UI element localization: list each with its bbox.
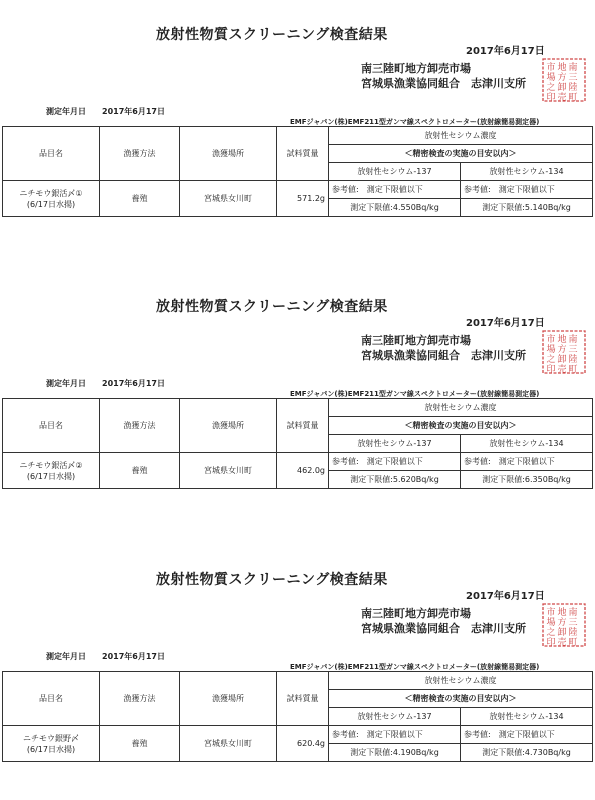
header-cs134: 放射性セシウム-134 — [461, 163, 593, 181]
report-section — [0, 0, 595, 240]
seal-glyph: 方 — [557, 345, 567, 355]
seal-glyph: 之 — [546, 628, 556, 638]
header-location: 漁獲場所 — [180, 127, 277, 181]
cell-mass: 620.4g — [277, 726, 329, 762]
seal-glyph: 売 — [557, 638, 567, 647]
cell-location: 宮城県女川町 — [180, 453, 277, 489]
seal-glyph: 地 — [557, 608, 567, 618]
seal-glyph: 南 — [568, 63, 578, 73]
header-cesium-criteria: ＜精密検査の実施の目安以内＞ — [329, 417, 593, 435]
official-seal-icon — [542, 58, 586, 102]
report-date: 2017年6月17日 — [466, 46, 545, 57]
results-table — [2, 671, 593, 762]
header-cs137: 放射性セシウム-137 — [329, 435, 461, 453]
item-name: ニチモウ銀活〆② — [19, 460, 83, 470]
seal-glyph: 南 — [568, 608, 578, 618]
seal-glyph: 地 — [557, 63, 567, 73]
results-table — [2, 398, 593, 489]
cell-location: 宮城県女川町 — [180, 181, 277, 217]
cell-ref-cs134: 参考値: 測定下限値以下 — [461, 453, 593, 471]
header-cesium: 放射性セシウム濃度 — [329, 672, 593, 690]
cell-item — [3, 181, 100, 217]
header-item: 品目名 — [3, 672, 100, 726]
report-title: 放射性物質スクリーニング検査結果 — [156, 299, 388, 315]
report-section — [0, 545, 595, 785]
official-seal-icon — [542, 330, 586, 374]
seal-glyph: 之 — [546, 355, 556, 365]
header-cesium: 放射性セシウム濃度 — [329, 399, 593, 417]
seal-glyph: 場 — [546, 345, 556, 355]
report-date: 2017年6月17日 — [466, 318, 545, 329]
cell-ref-cs137: 参考値: 測定下限値以下 — [329, 453, 461, 471]
cell-location: 宮城県女川町 — [180, 726, 277, 762]
seal-glyph: 印 — [546, 638, 556, 647]
report-section — [0, 272, 595, 512]
issuer-coop: 宮城県漁業協同組合 志津川支所 — [361, 349, 526, 362]
item-landing-date: (6/17日水揚) — [26, 471, 76, 481]
instrument-name: EMFジャパン(株)EMF211型ガンマ線スペクトロメーター(放射線簡易測定器) — [290, 663, 540, 671]
header-method: 漁獲方法 — [100, 399, 180, 453]
seal-glyph: 之 — [546, 83, 556, 93]
item-name: ニチモウ銀活〆① — [19, 188, 83, 198]
seal-glyph: 市 — [546, 63, 556, 73]
seal-glyph: 陸 — [568, 355, 578, 365]
header-mass: 試料質量 — [277, 127, 329, 181]
cell-limit-cs134: 測定下限値:4.730Bq/kg — [461, 744, 593, 762]
header-mass: 試料質量 — [277, 672, 329, 726]
seal-glyph: 町 — [568, 365, 578, 374]
cell-ref-cs134: 参考値: 測定下限値以下 — [461, 181, 593, 199]
seal-glyph: 売 — [557, 365, 567, 374]
seal-glyph: 町 — [568, 93, 578, 102]
seal-glyph: 方 — [557, 618, 567, 628]
header-mass: 試料質量 — [277, 399, 329, 453]
cell-method: 養殖 — [100, 726, 180, 762]
seal-glyph: 売 — [557, 93, 567, 102]
header-cesium-criteria: ＜精密検査の実施の目安以内＞ — [329, 690, 593, 708]
seal-glyph: 陸 — [568, 628, 578, 638]
report-title: 放射性物質スクリーニング検査結果 — [156, 572, 388, 588]
header-cs134: 放射性セシウム-134 — [461, 435, 593, 453]
header-cesium: 放射性セシウム濃度 — [329, 127, 593, 145]
measurement-date-label: 測定年月日 — [46, 379, 86, 388]
cell-ref-cs137: 参考値: 測定下限値以下 — [329, 181, 461, 199]
cell-mass: 571.2g — [277, 181, 329, 217]
seal-glyph: 卸 — [557, 628, 567, 638]
seal-glyph: 印 — [546, 93, 556, 102]
seal-glyph: 卸 — [557, 355, 567, 365]
measurement-date: 2017年6月17日 — [102, 652, 165, 661]
seal-glyph: 陸 — [568, 83, 578, 93]
header-cs134: 放射性セシウム-134 — [461, 708, 593, 726]
report-title: 放射性物質スクリーニング検査結果 — [156, 27, 388, 43]
measurement-date: 2017年6月17日 — [102, 379, 165, 388]
measurement-date-label: 測定年月日 — [46, 107, 86, 116]
cell-method: 養殖 — [100, 453, 180, 489]
header-cs137: 放射性セシウム-137 — [329, 163, 461, 181]
item-landing-date: (6/17日水揚) — [26, 744, 76, 754]
cell-mass: 462.0g — [277, 453, 329, 489]
measurement-date: 2017年6月17日 — [102, 107, 165, 116]
seal-glyph: 方 — [557, 73, 567, 83]
seal-glyph: 三 — [568, 345, 578, 355]
seal-glyph: 卸 — [557, 83, 567, 93]
issuer-coop: 宮城県漁業協同組合 志津川支所 — [361, 622, 526, 635]
cell-item — [3, 726, 100, 762]
seal-glyph: 印 — [546, 365, 556, 374]
header-location: 漁獲場所 — [180, 399, 277, 453]
cell-limit-cs134: 測定下限値:5.140Bq/kg — [461, 199, 593, 217]
report-date: 2017年6月17日 — [466, 591, 545, 602]
measurement-date-label: 測定年月日 — [46, 652, 86, 661]
instrument-name: EMFジャパン(株)EMF211型ガンマ線スペクトロメーター(放射線簡易測定器) — [290, 390, 540, 398]
seal-glyph: 南 — [568, 335, 578, 345]
cell-limit-cs134: 測定下限値:6.350Bq/kg — [461, 471, 593, 489]
cell-method: 養殖 — [100, 181, 180, 217]
header-method: 漁獲方法 — [100, 127, 180, 181]
header-cesium-criteria: ＜精密検査の実施の目安以内＞ — [329, 145, 593, 163]
header-location: 漁獲場所 — [180, 672, 277, 726]
seal-glyph: 三 — [568, 73, 578, 83]
official-seal-icon — [542, 603, 586, 647]
seal-glyph: 場 — [546, 73, 556, 83]
cell-ref-cs137: 参考値: 測定下限値以下 — [329, 726, 461, 744]
cell-limit-cs137: 測定下限値:5.620Bq/kg — [329, 471, 461, 489]
item-name: ニチモウ銀野〆 — [23, 733, 79, 743]
cell-ref-cs134: 参考値: 測定下限値以下 — [461, 726, 593, 744]
issuer-market: 南三陸町地方卸売市場 — [361, 62, 471, 75]
header-method: 漁獲方法 — [100, 672, 180, 726]
instrument-name: EMFジャパン(株)EMF211型ガンマ線スペクトロメーター(放射線簡易測定器) — [290, 118, 540, 126]
issuer-coop: 宮城県漁業協同組合 志津川支所 — [361, 77, 526, 90]
item-landing-date: (6/17日水揚) — [26, 199, 76, 209]
seal-glyph: 三 — [568, 618, 578, 628]
cell-limit-cs137: 測定下限値:4.190Bq/kg — [329, 744, 461, 762]
header-item: 品目名 — [3, 127, 100, 181]
seal-glyph: 地 — [557, 335, 567, 345]
results-table — [2, 126, 593, 217]
seal-glyph: 市 — [546, 335, 556, 345]
issuer-market: 南三陸町地方卸売市場 — [361, 607, 471, 620]
header-cs137: 放射性セシウム-137 — [329, 708, 461, 726]
seal-glyph: 市 — [546, 608, 556, 618]
cell-limit-cs137: 測定下限値:4.550Bq/kg — [329, 199, 461, 217]
cell-item — [3, 453, 100, 489]
seal-glyph: 場 — [546, 618, 556, 628]
seal-glyph: 町 — [568, 638, 578, 647]
header-item: 品目名 — [3, 399, 100, 453]
issuer-market: 南三陸町地方卸売市場 — [361, 334, 471, 347]
